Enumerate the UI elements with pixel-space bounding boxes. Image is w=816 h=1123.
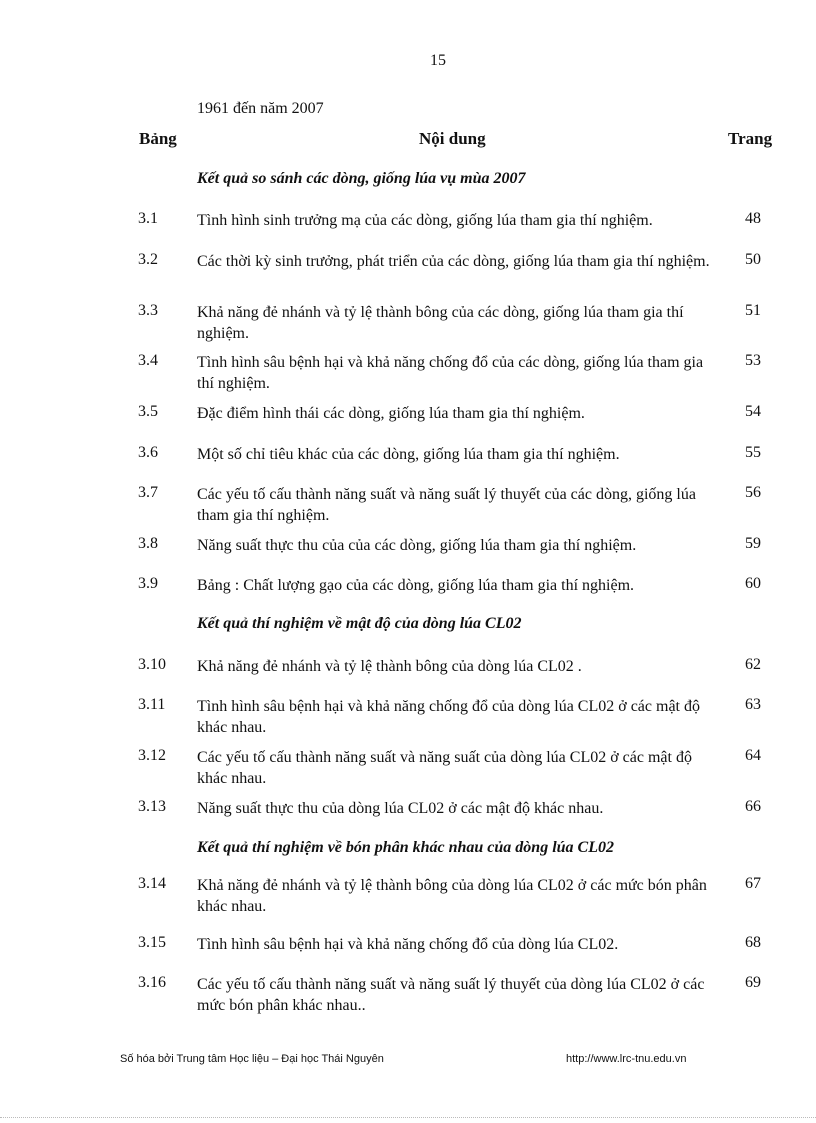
row-description: Một số chỉ tiêu khác của các dòng, giống lúa tham gia thí nghiệm. [197,446,620,463]
row-number: 3.15 [138,934,166,951]
row-number: 3.5 [138,403,158,420]
row-page: 67 [745,875,761,892]
row-number: 3.7 [138,484,158,501]
section-title: Kết quả thí nghiệm về bón phân khác nhau của dòng lúa CL02 [197,839,614,856]
row-number: 3.10 [138,656,166,673]
row-page: 55 [745,444,761,461]
header-bang: Bảng [139,129,177,148]
row-number: 3.1 [138,210,158,227]
row-description: Tình hình sâu bệnh hại và khả năng chống đổ của các dòng, giống lúa tham gia thí nghiệm. [197,354,704,392]
row-description: Khả năng đẻ nhánh và tỷ lệ thành bông của dòng lúa CL02 . [197,658,582,675]
row-number: 3.2 [138,251,158,268]
row-number: 3.4 [138,352,158,369]
row-description: Khả năng đẻ nhánh và tỷ lệ thành bông của dòng lúa CL02 ở các mức bón phân khác nhau. [197,877,707,915]
header-noi-dung: Nội dung [419,129,486,148]
row-number: 3.13 [138,798,166,815]
row-number: 3.3 [138,302,158,319]
row-page: 64 [745,747,761,764]
row-number: 3.12 [138,747,166,764]
page-divider [0,1117,816,1118]
row-page: 68 [745,934,761,951]
row-number: 3.8 [138,535,158,552]
row-description: Tình hình sâu bệnh hại và khả năng chống đổ của dòng lúa CL02 ở các mật độ khác nhau. [197,698,700,736]
row-number: 3.11 [138,696,166,713]
row-page: 53 [745,352,761,369]
footer-source: Số hóa bởi Trung tâm Học liệu – Đại học Thái Nguyên [120,1053,384,1065]
section-title: Kết quả so sánh các dòng, giống lúa vụ mùa 2007 [197,170,526,187]
row-page: 62 [745,656,761,673]
row-page: 63 [745,696,761,713]
row-description: Bảng : Chất lượng gạo của các dòng, giống lúa tham gia thí nghiệm. [197,577,635,594]
row-description: Tình hình sinh trưởng mạ của các dòng, giống lúa tham gia thí nghiệm. [197,212,653,229]
row-description: Các yếu tố cấu thành năng suất và năng suất của dòng lúa CL02 ở các mật độ khác nhau. [197,749,692,787]
footer-url[interactable]: http://www.lrc-tnu.edu.vn [566,1053,687,1065]
row-page: 50 [745,251,761,268]
row-number: 3.14 [138,875,166,892]
page-number: 15 [430,52,446,69]
header-trang: Trang [728,129,773,148]
row-description: Năng suất thực thu của của các dòng, giống lúa tham gia thí nghiệm. [197,537,637,554]
row-description: Tình hình sâu bệnh hại và khả năng chống đổ của dòng lúa CL02. [197,936,619,953]
row-page: 66 [745,798,761,815]
row-page: 59 [745,535,761,552]
row-page: 51 [745,302,761,319]
row-page: 56 [745,484,761,501]
row-page: 60 [745,575,761,592]
row-page: 54 [745,403,761,420]
row-number: 3.6 [138,444,158,461]
row-description: Đặc điểm hình thái các dòng, giống lúa tham gia thí nghiệm. [197,405,585,422]
row-number: 3.16 [138,974,166,991]
row-description: Các thời kỳ sinh trưởng, phát triển của các dòng, giống lúa tham gia thí nghiệm. [197,253,710,270]
row-number: 3.9 [138,575,158,592]
row-description: Khả năng đẻ nhánh và tỷ lệ thành bông của các dòng, giống lúa tham gia thí nghiệm. [197,304,684,342]
row-description: Các yếu tố cấu thành năng suất và năng suất lý thuyết của các dòng, giống lúa tham gia thí nghiệm. [197,486,696,524]
continuation-text: 1961 đến năm 2007 [197,100,324,117]
row-page: 69 [745,974,761,991]
row-description: Năng suất thực thu của dòng lúa CL02 ở các mật độ khác nhau. [197,800,604,817]
row-description: Các yếu tố cấu thành năng suất và năng suất lý thuyết của dòng lúa CL02 ở các mức bón phân khác nhau.. [197,976,705,1014]
row-page: 48 [745,210,761,227]
section-title: Kết quả thí nghiệm về mật độ của dòng lúa CL02 [197,615,522,632]
